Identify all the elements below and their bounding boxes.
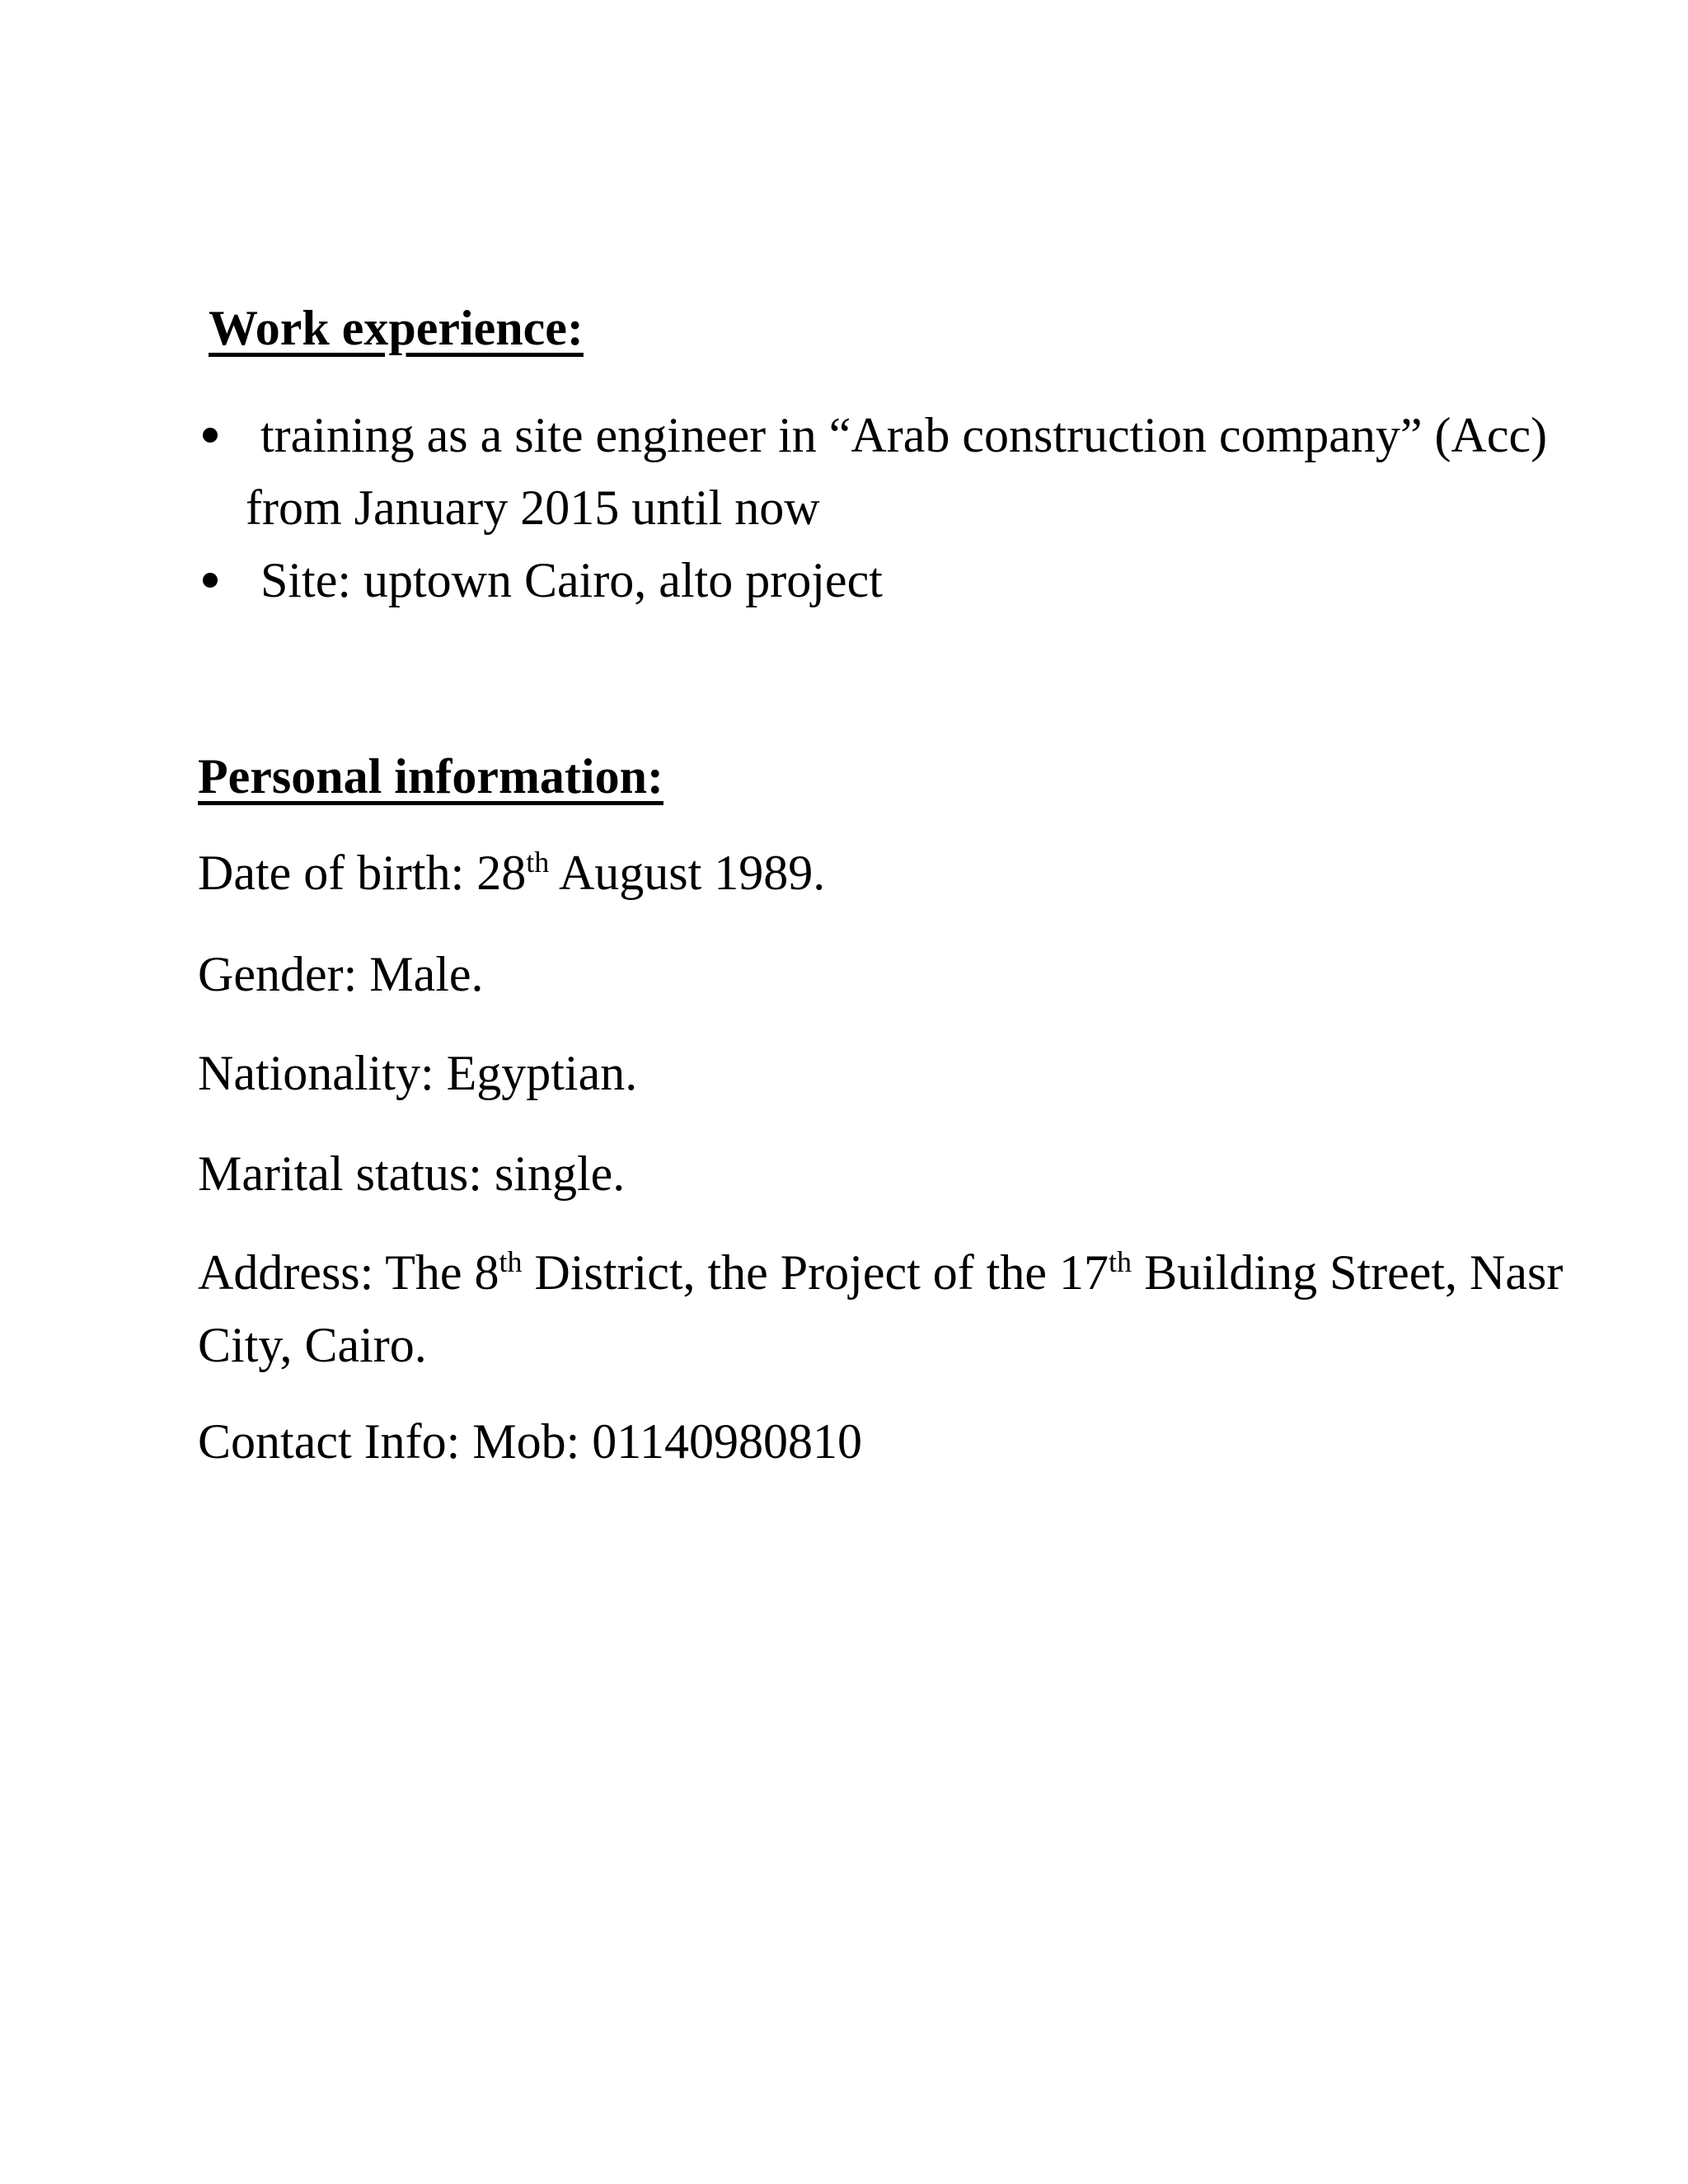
address-part-2: District, the Project of the 17 (522, 1245, 1109, 1300)
contact-info: Contact Info: Mob: 01140980810 (198, 1414, 863, 1469)
marital-status: Marital status: single. (198, 1146, 626, 1201)
dob-ordinal: th (526, 846, 550, 879)
work-item-training: training as a site engineer in “Arab construction company” (Acc) from January 2015 until now (246, 408, 1548, 535)
work-experience-heading: Work experience: (209, 301, 584, 355)
work-item-site: Site: uptown Cairo, alto project (260, 553, 883, 607)
dob-prefix: Date of birth: 28 (198, 846, 527, 900)
bullet-icon (203, 428, 218, 443)
address-part-1: Address: The 8 (198, 1245, 499, 1300)
address-ordinal-2: th (1109, 1245, 1132, 1278)
list-item (198, 544, 1599, 616)
list-item (198, 399, 1599, 544)
personal-information-heading: Personal information: (198, 749, 663, 804)
address-ordinal-1: th (499, 1245, 523, 1278)
address (198, 1236, 1599, 1381)
address-part-3: Building Street, Nasr City, Cairo. (198, 1245, 1564, 1372)
gender: Gender: Male. (198, 947, 484, 1001)
dob-suffix: August 1989. (549, 846, 826, 900)
nationality: Nationality: Egyptian. (198, 1046, 638, 1100)
bullet-icon (203, 573, 218, 588)
date-of-birth (198, 837, 825, 909)
work-experience-list (198, 399, 1599, 616)
